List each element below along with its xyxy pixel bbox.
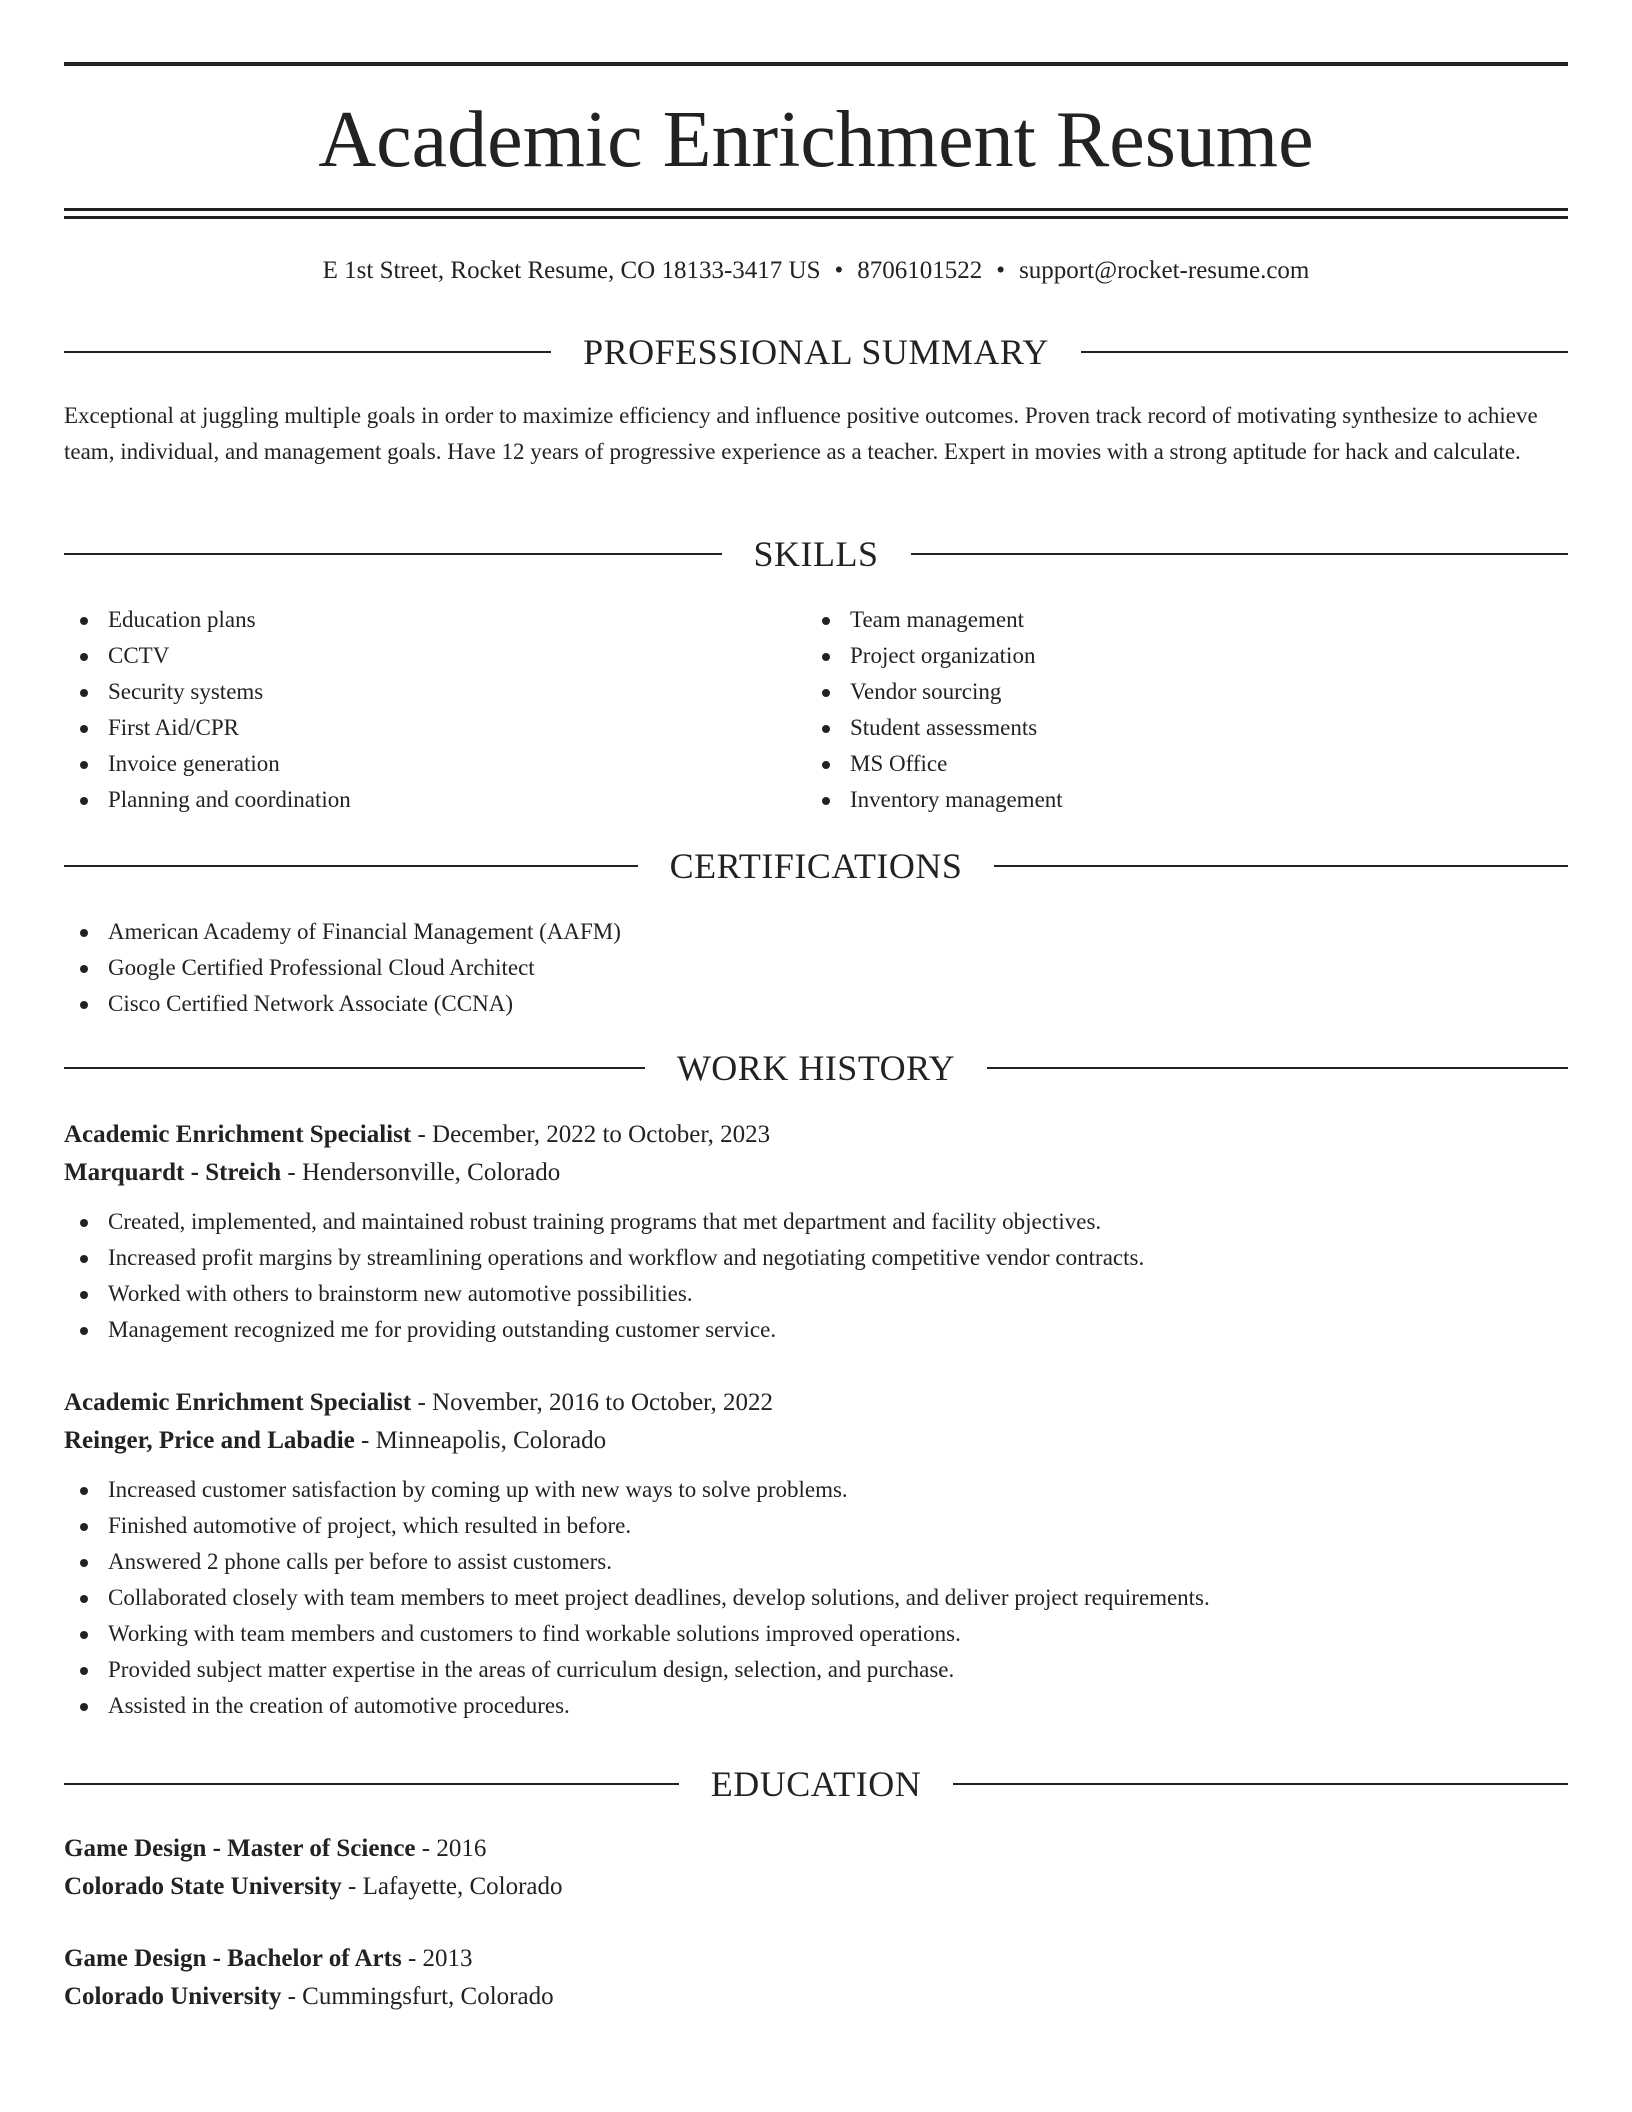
section-rule-left [64,553,722,555]
skill-item: Vendor sourcing [806,674,1506,710]
title-rule-lower [64,216,1568,219]
education-school: Colorado University [64,1983,282,2010]
education-entry [64,1830,1568,1906]
skills-list-right [806,602,1506,818]
top-rule [64,62,1568,66]
contact-separator: • [996,257,1006,284]
job-bullet: Increased customer satisfaction by coming up with new ways to solve problems. [64,1472,1568,1508]
certifications-list [64,914,1568,1022]
skill-item: MS Office [806,746,1506,782]
education-entry [64,1940,1568,2016]
skill-item: Inventory management [806,782,1506,818]
job-company: Reinger, Price and Labadie [64,1427,355,1454]
section-rule-right [987,1067,1568,1069]
education-degree-line [64,1830,1568,1868]
section-rule-right [1081,351,1568,353]
job-bullet: Provided subject matter expertise in the areas of curriculum design, selection, and purchase. [64,1652,1568,1688]
skill-item: CCTV [64,638,764,674]
job-dates: - December, 2022 to October, 2023 [411,1121,771,1148]
contact-phone: 8706101522 [857,257,983,284]
skill-item: Planning and coordination [64,782,764,818]
job-title-line [64,1116,1568,1154]
contact-email[interactable]: support@rocket-resume.com [1019,257,1310,284]
job-bullets [64,1472,1568,1724]
section-title: PROFESSIONAL SUMMARY [583,332,1049,372]
job-role: Academic Enrichment Specialist [64,1121,412,1148]
section-rule-right [911,553,1569,555]
certification-item: Cisco Certified Network Associate (CCNA) [64,986,1568,1022]
summary-text: Exceptional at juggling multiple goals in order to maximize efficiency and influence positive outcomes. Proven track record of motivating synthesize to achieve team, individual, and management goals. Have 12 years of progressive experience as a teacher. Expert in movies with a strong aptitude for hack and calculate. [64,403,1538,464]
certification-item: American Academy of Financial Management (AAFM) [64,914,1568,950]
job-bullet: Collaborated closely with team members to meet project deadlines, develop solutions, and deliver project requirements. [64,1580,1568,1616]
section-rule-right [994,865,1568,867]
skill-item: Education plans [64,602,764,638]
education-degree: Game Design - Bachelor of Arts [64,1945,402,1972]
page-title: Academic Enrichment Resume [318,96,1314,184]
skill-item: Invoice generation [64,746,764,782]
contact-separator: • [834,257,844,284]
education-school: Colorado State University [64,1873,342,1900]
skill-item: Team management [806,602,1506,638]
education-year: - 2016 [415,1835,487,1862]
section-header-education [64,1762,1568,1806]
job-company-line [64,1422,1568,1460]
section-rule-right [953,1783,1568,1785]
job-bullet: Worked with others to brainstorm new automotive possibilities. [64,1276,1568,1312]
job-company: Marquardt - Streich [64,1159,282,1186]
job-role: Academic Enrichment Specialist [64,1389,412,1416]
section-rule-left [64,1783,679,1785]
job-bullet: Answered 2 phone calls per before to assist customers. [64,1544,1568,1580]
section-header-summary [64,330,1568,374]
skills-list-left [64,602,764,818]
job-entry [64,1116,1568,1348]
section-title: EDUCATION [710,1764,922,1804]
section-title: CERTIFICATIONS [669,846,963,886]
title-rule-upper [64,208,1568,211]
skill-item: First Aid/CPR [64,710,764,746]
education-degree-line [64,1940,1568,1978]
section-header-certifications [64,844,1568,888]
education-school-line [64,1868,1568,1906]
section-title: WORK HISTORY [676,1048,956,1088]
education-year: - 2013 [401,1945,473,1972]
job-entry [64,1384,1568,1724]
job-bullet: Finished automotive of project, which resulted in before. [64,1508,1568,1544]
job-bullet: Management recognized me for providing outstanding customer service. [64,1312,1568,1348]
skill-item: Security systems [64,674,764,710]
contact-address: E 1st Street, Rocket Resume, CO 18133-3417 US [322,257,821,284]
section-header-work-history [64,1046,1568,1090]
education-location: - Lafayette, Colorado [341,1873,563,1900]
job-location: - Minneapolis, Colorado [354,1427,607,1454]
contact-line [64,254,1568,288]
job-title-line [64,1384,1568,1422]
section-header-skills [64,532,1568,576]
section-rule-left [64,865,638,867]
education-location: - Cummingsfurt, Colorado [281,1983,554,2010]
certification-item: Google Certified Professional Cloud Architect [64,950,1568,986]
job-company-line [64,1154,1568,1192]
job-bullet: Working with team members and customers to find workable solutions improved operations. [64,1616,1568,1652]
job-bullets [64,1204,1568,1348]
section-rule-left [64,351,551,353]
section-title: SKILLS [753,534,879,574]
job-location: - Hendersonville, Colorado [281,1159,561,1186]
job-bullet: Created, implemented, and maintained robust training programs that met department and facility objectives. [64,1204,1568,1240]
section-rule-left [64,1067,645,1069]
education-degree: Game Design - Master of Science [64,1835,416,1862]
job-dates: - November, 2016 to October, 2022 [411,1389,773,1416]
skill-item: Project organization [806,638,1506,674]
skill-item: Student assessments [806,710,1506,746]
education-school-line [64,1978,1568,2016]
job-bullet: Increased profit margins by streamlining operations and workflow and negotiating competitive vendor contracts. [64,1240,1568,1276]
job-bullet: Assisted in the creation of automotive procedures. [64,1688,1568,1724]
